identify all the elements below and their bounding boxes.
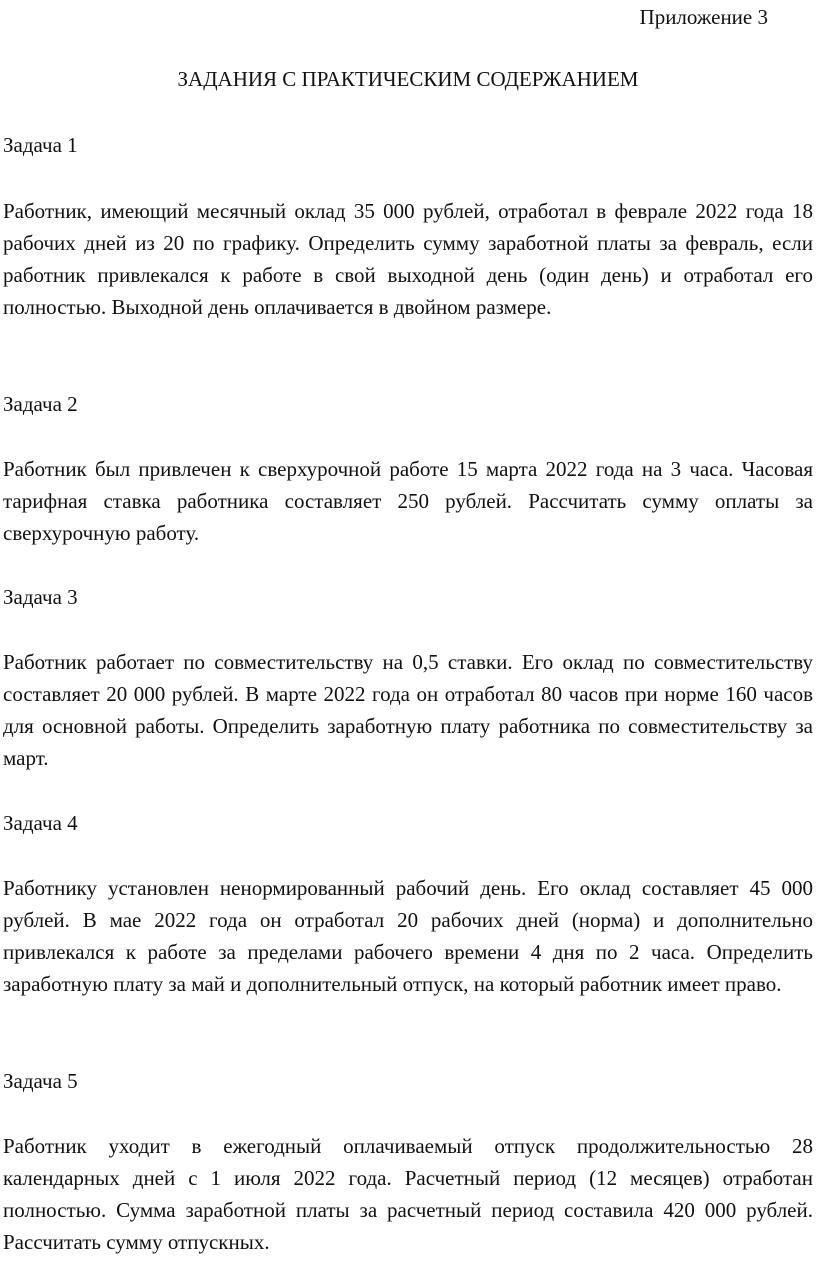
task-2-heading: Задача 2 (3, 392, 78, 416)
document-title: ЗАДАНИЯ С ПРАКТИЧЕСКИМ СОДЕРЖАНИЕМ (177, 67, 639, 91)
task-3-text: Работник работает по совместительству на 0,5 ставки. Его оклад по совместительству составляет 20 000 рублей. В марте 2022 года он отработал 80 часов при норме 160 часов для основной работы. Определить заработную плату работника по совместительству за март. (3, 650, 813, 770)
task-2-text: Работник был привлечен к сверхурочной работе 15 марта 2022 года на 3 часа. Часовая тарифная ставка работника составляет 250 рублей. Рассчитать сумму оплаты за сверхурочную работу. (3, 457, 813, 545)
task-4-text: Работнику установлен ненормированный рабочий день. Его оклад составляет 45 000 рублей. В мае 2022 года он отработал 20 рабочих дней (норма) и дополнительно привлекался к работе за пределами рабочего времени 4 дня по 2 часа. Определить заработную плату за май и дополнительный отпуск, на который работник имеет право. (3, 876, 813, 996)
task-4-heading: Задача 4 (3, 811, 78, 835)
task-1-heading: Задача 1 (3, 133, 78, 157)
task-3-heading: Задача 3 (3, 585, 78, 609)
task-1-text: Работник, имеющий месячный оклад 35 000 рублей, отработал в феврале 2022 года 18 рабочих дней из 20 по графику. Определить сумму заработной платы за февраль, если работник привлекался к работе в свой выходной день (один день) и отработал его полностью. Выходной день оплачивается в двойном размере. (3, 199, 813, 319)
appendix-label: Приложение 3 (639, 5, 768, 29)
task-5-heading: Задача 5 (3, 1069, 78, 1093)
task-5-text: Работник уходит в ежегодный оплачиваемый отпуск продолжительностью 28 календарных дней с 1 июля 2022 года. Расчетный период (12 месяцев) отработан полностью. Сумма заработной платы за расчетный период составила 420 000 рублей. Рассчитать сумму отпускных. (3, 1134, 813, 1254)
